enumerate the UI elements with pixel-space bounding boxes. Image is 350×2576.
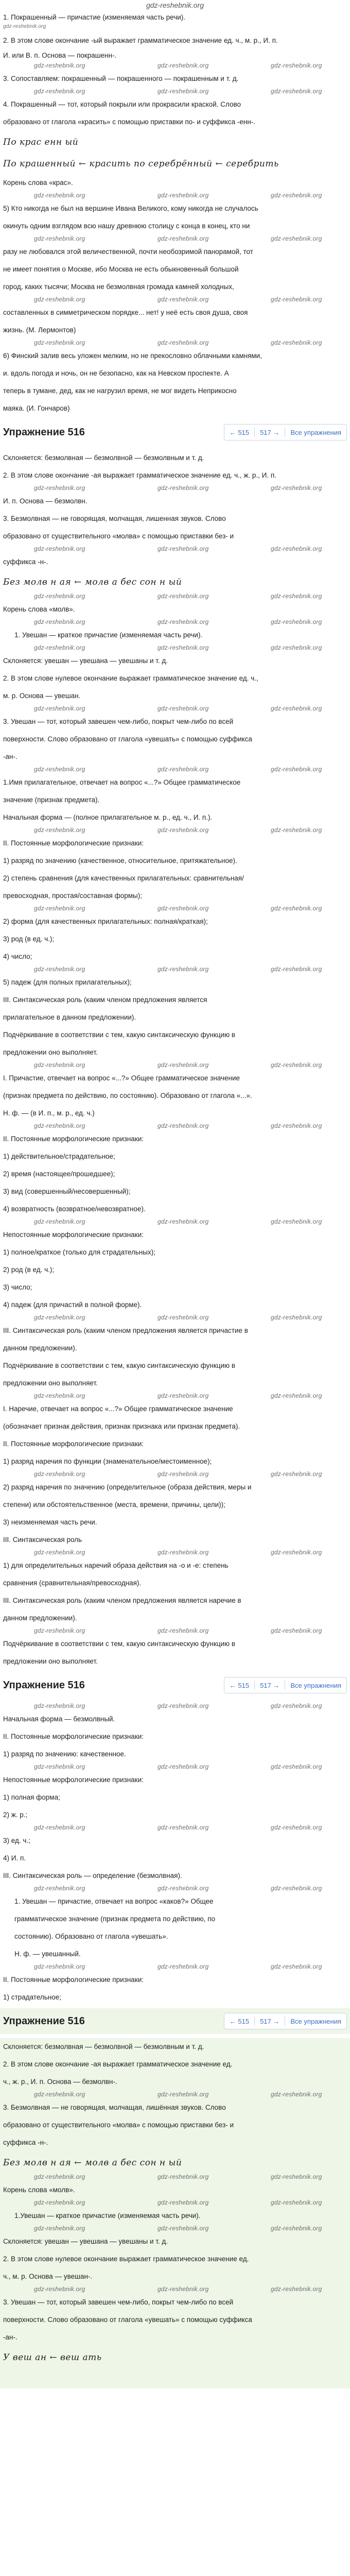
text-line: -ан-.: [3, 753, 18, 760]
text-line: (признак предмета по действию, по состоянию). Образовано от глагола «...».: [3, 1092, 252, 1099]
text-line: 5) падеж (для полных прилагательных);: [3, 978, 132, 986]
word-formation-formula: Без молв н ая ← молв а бес сон н ый: [3, 2158, 182, 2168]
text-line: превосходная, простая/составная формы);: [3, 892, 142, 900]
watermark: gdz-reshebnik.org: [34, 826, 85, 834]
watermark: gdz-reshebnik.org: [271, 905, 322, 912]
watermark: gdz-reshebnik.org: [34, 545, 85, 552]
watermark: gdz-reshebnik.org: [34, 62, 85, 69]
watermark: gdz-reshebnik.org: [34, 766, 85, 773]
watermark: gdz-reshebnik.org: [157, 339, 209, 346]
watermark: gdz-reshebnik.org: [271, 592, 322, 600]
divider: [254, 1681, 255, 1690]
next-exercise-link[interactable]: 517 →: [260, 428, 280, 436]
text-line: теперь в тумане, дед, как не нагрузил время, не мог видеть Неприкосно: [3, 387, 237, 395]
watermark: gdz-reshebnik.org: [3, 24, 46, 29]
watermark: gdz-reshebnik.org: [271, 1627, 322, 1634]
watermark: gdz-reshebnik.org: [34, 1470, 85, 1478]
watermark: gdz-reshebnik.org: [271, 296, 322, 303]
text-line: образовано от существительного «молва» с помощью приставки без- и: [3, 2121, 234, 2129]
text-line: Подчёркивание в соответствии с тем, какую синтаксическую функцию в: [3, 1362, 236, 1369]
watermark: gdz-reshebnik.org: [157, 192, 209, 199]
watermark: gdz-reshebnik.org: [271, 2173, 322, 2180]
text-line: суффикса -н-.: [3, 558, 48, 566]
watermark: gdz-reshebnik.org: [157, 235, 209, 242]
text-line: 2) разряд наречия по значению (определительное (образа действия, меры и: [3, 1483, 252, 1491]
text-line: 2. В этом слове нулевое окончание выражает грамматическое значение ед. ч.,: [3, 674, 258, 682]
text-line: 2. В этом слове окончание -ая выражает грамматическое значение ед. ч., ж. р., И. п.: [3, 471, 276, 479]
divider: [254, 428, 255, 437]
text-line: разу не любовался этой величественной, почти необозримой панорамой, тот: [3, 248, 253, 256]
watermark: gdz-reshebnik.org: [271, 62, 322, 69]
watermark: gdz-reshebnik.org: [157, 2199, 209, 2206]
text-line: 6) Финский залив весь уложен мелким, но не прекословно облачными камнями,: [3, 352, 262, 360]
text-line: 1. Покрашенный — причастие (изменяемая часть речи).: [3, 13, 186, 21]
watermark: gdz-reshebnik.org: [157, 826, 209, 834]
watermark: gdz-reshebnik.org: [271, 1061, 322, 1069]
exercise-title: Упражнение 516: [3, 426, 85, 438]
watermark: gdz-reshebnik.org: [34, 1122, 85, 1129]
watermark: gdz-reshebnik.org: [157, 1824, 209, 1831]
site-domain: gdz-reshebnik.org: [146, 1, 204, 9]
text-line: 2. В этом слове окончание -ый выражает грамматическое значение ед. ч., м. р., И. п.: [3, 37, 278, 44]
list-item: Н. ф. — увешанный.: [14, 1950, 81, 1958]
text-line: поверхности. Слово образовано от глагола «увешать» с помощью суффикса: [3, 735, 252, 743]
watermark: gdz-reshebnik.org: [157, 62, 209, 69]
text-line: м. р. Основа — увешан.: [3, 692, 81, 700]
text-line: Склоняется: безмолвная — безмолвной — безмолвным и т. д.: [3, 2043, 204, 2050]
watermark: gdz-reshebnik.org: [34, 88, 85, 95]
text-line: 3) неизменяемая часть речи.: [3, 1518, 97, 1526]
watermark: gdz-reshebnik.org: [34, 592, 85, 600]
watermark: gdz-reshebnik.org: [271, 1549, 322, 1556]
watermark: gdz-reshebnik.org: [157, 484, 209, 492]
text-line: Склоняется: безмолвная — безмолвной — безмолвным и т. д.: [3, 454, 204, 462]
watermark: gdz-reshebnik.org: [157, 1314, 209, 1321]
text-line: II. Постоянные морфологические признаки:: [3, 1440, 144, 1448]
exercise-nav: [224, 424, 347, 440]
text-line: 1) для определительных наречий образа действия на -о и -е: степень: [3, 1562, 229, 1569]
text-line: данном предложении).: [3, 1344, 77, 1352]
text-line: III. Синтаксическая роль (каким членом предложения является: [3, 996, 207, 1004]
text-line: 1.Имя прилагательное, отвечает на вопрос «...?» Общее грамматическое: [3, 778, 241, 786]
watermark: gdz-reshebnik.org: [34, 2199, 85, 2206]
text-line: 3) род (в ед. ч.);: [3, 935, 55, 943]
word-formation-formula: У веш ан ← веш ать: [3, 2352, 102, 2363]
watermark: gdz-reshebnik.org: [271, 2091, 322, 2098]
text-line: 2) форма (для качественных прилагательных: полная/краткая);: [3, 918, 208, 925]
divider: [254, 2016, 255, 2026]
exercise-header: [0, 1672, 350, 1698]
watermark: gdz-reshebnik.org: [34, 296, 85, 303]
list-item: грамматическое значение (признак предмета по действию, по: [14, 1915, 215, 1923]
prev-exercise-link[interactable]: ← 515: [229, 428, 250, 436]
word-formation-formula: По крас енн ый: [3, 137, 79, 147]
next-exercise-link[interactable]: 517 →: [260, 2017, 280, 2025]
all-exercises-link[interactable]: Все упражнения: [290, 1681, 341, 1689]
text-line: И. п. Основа — безмолвн.: [3, 497, 87, 505]
text-line: II. Постоянные морфологические признаки:: [3, 1135, 144, 1143]
exercise-nav: [224, 1677, 347, 1693]
watermark: gdz-reshebnik.org: [157, 2225, 209, 2232]
watermark: gdz-reshebnik.org: [157, 1470, 209, 1478]
watermark: gdz-reshebnik.org: [157, 1702, 209, 1709]
text-line: и. вдоль погода и ночь, он не безопасно, как на Невском проспекте. А: [3, 369, 229, 377]
text-line: II. Постоянные морфологические признаки:: [3, 1733, 144, 1740]
watermark: gdz-reshebnik.org: [34, 1824, 85, 1831]
text-line: I. Причастие, отвечает на вопрос «...?» Общее грамматическое значение: [3, 1074, 240, 1082]
text-line: I. Наречие, отвечает на вопрос «...?» Общее грамматическое значение: [3, 1405, 233, 1413]
text-line: 4) падеж (для причастий в полной форме).: [3, 1301, 142, 1309]
text-line: 1) полное/краткое (только для страдательных);: [3, 1248, 155, 1256]
watermark: gdz-reshebnik.org: [157, 1218, 209, 1225]
text-line: III. Синтаксическая роль (каким членом предложения является наречие в: [3, 1597, 241, 1604]
text-line: 4) возвратность (возвратное/невозвратное).: [3, 1205, 146, 1213]
watermark: gdz-reshebnik.org: [34, 1218, 85, 1225]
watermark: gdz-reshebnik.org: [157, 592, 209, 600]
text-line: 3) вид (совершенный/несовершенный);: [3, 1188, 131, 1195]
watermark: gdz-reshebnik.org: [34, 1763, 85, 1770]
watermark: gdz-reshebnik.org: [34, 618, 85, 625]
watermark: gdz-reshebnik.org: [271, 2225, 322, 2232]
watermark: gdz-reshebnik.org: [271, 826, 322, 834]
watermark: gdz-reshebnik.org: [271, 1963, 322, 1970]
watermark: gdz-reshebnik.org: [34, 644, 85, 651]
all-exercises-link[interactable]: Все упражнения: [290, 2017, 341, 2025]
watermark: gdz-reshebnik.org: [157, 905, 209, 912]
watermark: gdz-reshebnik.org: [34, 1549, 85, 1556]
watermark: gdz-reshebnik.org: [157, 1885, 209, 1892]
watermark: gdz-reshebnik.org: [34, 484, 85, 492]
text-line: 2. В этом слове нулевое окончание выражает грамматическое значение ед.: [3, 2255, 249, 2263]
text-line: Подчёркивание в соответствии с тем, какую синтаксическую функцию в: [3, 1031, 236, 1039]
text-line: Корень слова «крас».: [3, 179, 73, 187]
text-line: ч., м. р. Основа — увешан-.: [3, 2273, 93, 2280]
list-item: 1.Увешан — краткое причастие (изменяемая часть речи).: [14, 2212, 201, 2219]
watermark: gdz-reshebnik.org: [271, 2199, 322, 2206]
text-line: 4) И. п.: [3, 1854, 26, 1862]
part-2: [0, 449, 350, 644]
watermark: gdz-reshebnik.org: [34, 2285, 85, 2293]
text-line: маяка. (И. Гончаров): [3, 404, 70, 412]
text-line: Подчёркивание в соответствии с тем, какую синтаксическую функцию в: [3, 1640, 236, 1648]
exercise-title: Упражнение 516: [3, 1679, 85, 1691]
text-line: 1) страдательное;: [3, 1993, 62, 2001]
watermark: gdz-reshebnik.org: [157, 545, 209, 552]
text-line: 3. Увешан — тот, который завешен чем-либо, покрыт чем-либо по всей: [3, 2298, 234, 2306]
watermark: gdz-reshebnik.org: [157, 766, 209, 773]
text-line: значение (признак предмета).: [3, 796, 100, 804]
watermark: gdz-reshebnik.org: [34, 1885, 85, 1892]
text-line: 1) разряд наречия по функции (знаменательное/местоименное);: [3, 1458, 212, 1465]
watermark: gdz-reshebnik.org: [157, 1763, 209, 1770]
text-line: Склоняется: увешан — увешана — увешаны и т. д.: [3, 2238, 168, 2245]
watermark: gdz-reshebnik.org: [34, 905, 85, 912]
text-line: образовано от существительного «молва» с помощью приставки без- и: [3, 532, 234, 540]
text-line: 5) Кто никогда не был на вершине Ивана Великого, кому никогда не случалось: [3, 205, 258, 212]
exercise-header: [0, 2008, 350, 2034]
part-3: [0, 644, 350, 1670]
text-line: Склоняется: увешан — увешана — увешаны и т. д.: [3, 657, 168, 665]
watermark: gdz-reshebnik.org: [271, 88, 322, 95]
text-line: III. Синтаксическая роль: [3, 1536, 82, 1544]
text-line: данном предложении).: [3, 1614, 77, 1622]
next-exercise-link[interactable]: 517 →: [260, 1681, 280, 1689]
text-line: город, каких тысячи; Москва не безмолвная громада камней холодных,: [3, 283, 234, 291]
watermark: gdz-reshebnik.org: [271, 618, 322, 625]
text-line: Начальная форма — безмолвный.: [3, 1715, 115, 1723]
text-line: жизнь. (М. Лермонтов): [3, 326, 76, 334]
watermark: gdz-reshebnik.org: [34, 339, 85, 346]
prev-exercise-link[interactable]: ← 515: [229, 2017, 250, 2025]
part-4: [0, 1702, 350, 2006]
text-line: 4. Покрашенный — тот, который покрыли или прокрасили краской. Слово: [3, 100, 241, 108]
watermark: gdz-reshebnik.org: [157, 2091, 209, 2098]
watermark: gdz-reshebnik.org: [34, 235, 85, 242]
text-line: прилагательное в данном предложении).: [3, 1013, 136, 1021]
watermark: gdz-reshebnik.org: [157, 1549, 209, 1556]
watermark: gdz-reshebnik.org: [157, 965, 209, 973]
watermark: gdz-reshebnik.org: [271, 2285, 322, 2293]
text-line: 3) ед. ч.;: [3, 1837, 30, 1844]
watermark: gdz-reshebnik.org: [157, 1627, 209, 1634]
watermark: gdz-reshebnik.org: [271, 1122, 322, 1129]
text-line: II. Постоянные морфологические признаки:: [3, 1976, 144, 1984]
watermark: gdz-reshebnik.org: [34, 192, 85, 199]
text-line: III. Синтаксическая роль — определение (безмолвная).: [3, 1872, 182, 1879]
part-1: [0, 11, 350, 417]
text-line: Н. ф. — (в И. п., м. р., ед. ч.): [3, 1109, 95, 1117]
text-line: 2) ж. р.;: [3, 1811, 28, 1819]
text-line: 2) время (настоящее/прошедшее);: [3, 1170, 115, 1178]
watermark: gdz-reshebnik.org: [271, 705, 322, 712]
text-line: 3. Безмолвная — не говорящая, молчащая, лишенная звуков. Слово: [3, 515, 226, 522]
watermark: gdz-reshebnik.org: [157, 1122, 209, 1129]
text-line: поверхности. Слово образовано от глагола «увешать» с помощью суффикса: [3, 2316, 252, 2324]
watermark: gdz-reshebnik.org: [157, 2173, 209, 2180]
watermark: gdz-reshebnik.org: [34, 1702, 85, 1709]
watermark: gdz-reshebnik.org: [34, 2225, 85, 2232]
part-5: [0, 2038, 350, 2388]
text-line: (обозначает признак действия, признак признака или признак предмета).: [3, 1422, 240, 1430]
text-line: образовано от глагола «красить» с помощью приставки по- и суффикса -енн-.: [3, 118, 256, 126]
watermark: gdz-reshebnik.org: [34, 2091, 85, 2098]
watermark: gdz-reshebnik.org: [157, 1061, 209, 1069]
text-line: 2. В этом слове окончание -ая выражает грамматическое значение ед.: [3, 2060, 233, 2068]
text-line: 1) разряд по значению: качественное.: [3, 1750, 126, 1758]
text-line: 1) разряд по значению (качественное, относительное, притяжательное).: [3, 857, 237, 865]
text-line: И. или В. п. Основа — покрашенн-.: [3, 52, 117, 59]
exercise-header: [0, 419, 350, 445]
text-line: Корень слова «молв».: [3, 2186, 75, 2194]
watermark: gdz-reshebnik.org: [271, 1702, 322, 1709]
list-item: состоянию). Образовано от глагола «увешать».: [14, 1933, 168, 1940]
text-line: суффикса -н-.: [3, 2139, 48, 2146]
watermark: gdz-reshebnik.org: [271, 1885, 322, 1892]
watermark: gdz-reshebnik.org: [34, 2173, 85, 2180]
watermark: gdz-reshebnik.org: [157, 88, 209, 95]
watermark: gdz-reshebnik.org: [157, 296, 209, 303]
text-line: 3) число;: [3, 1283, 32, 1291]
watermark: gdz-reshebnik.org: [34, 1314, 85, 1321]
watermark: gdz-reshebnik.org: [271, 965, 322, 973]
text-line: степени) или обстоятельственное (места, времени, причины, цели));: [3, 1501, 225, 1509]
text-line: 2) род (в ед. ч.);: [3, 1266, 55, 1274]
watermark: gdz-reshebnik.org: [34, 1392, 85, 1399]
text-line: предложении оно выполняет.: [3, 1048, 98, 1056]
watermark: gdz-reshebnik.org: [271, 1314, 322, 1321]
text-line: Начальная форма — (полное прилагательное м. р., ед. ч., И. п.).: [3, 814, 213, 821]
text-line: 1) действительное/страдательное;: [3, 1153, 115, 1160]
text-line: 1) полная форма;: [3, 1793, 60, 1801]
watermark: gdz-reshebnik.org: [34, 705, 85, 712]
text-line: 2) степень сравнения (для качественных прилагательных: сравнительная/: [3, 874, 244, 882]
watermark: gdz-reshebnik.org: [34, 1061, 85, 1069]
list-item: 1. Увешан — краткое причастие (изменяемая часть речи).: [14, 631, 203, 639]
watermark: gdz-reshebnik.org: [271, 766, 322, 773]
watermark: gdz-reshebnik.org: [271, 1824, 322, 1831]
word-formation-formula: Без молв н ая ← молв а бес сон н ый: [3, 577, 182, 587]
watermark: gdz-reshebnik.org: [271, 1470, 322, 1478]
watermark: gdz-reshebnik.org: [271, 644, 322, 651]
watermark: gdz-reshebnik.org: [34, 1963, 85, 1970]
text-line: составленных в симметрическом порядке... нет! у неё есть своя душа, своя: [3, 309, 248, 316]
text-line: 4) число;: [3, 953, 32, 960]
watermark: gdz-reshebnik.org: [157, 2285, 209, 2293]
prev-exercise-link[interactable]: ← 515: [229, 1681, 250, 1689]
text-line: Непостоянные морфологические признаки:: [3, 1231, 144, 1239]
text-line: окинуть одним взглядом всю нашу древнюю столицу с конца в конец, кто ни: [3, 222, 250, 230]
watermark: gdz-reshebnik.org: [271, 235, 322, 242]
watermark: gdz-reshebnik.org: [271, 545, 322, 552]
watermark: gdz-reshebnik.org: [271, 1763, 322, 1770]
text-line: III. Синтаксическая роль (каким членом предложения является причастие в: [3, 1327, 248, 1334]
watermark: gdz-reshebnik.org: [271, 484, 322, 492]
watermark: gdz-reshebnik.org: [271, 1218, 322, 1225]
watermark: gdz-reshebnik.org: [157, 618, 209, 625]
watermark: gdz-reshebnik.org: [271, 1392, 322, 1399]
watermark: gdz-reshebnik.org: [34, 1627, 85, 1634]
text-line: предложении оно выполняет.: [3, 1657, 98, 1665]
watermark: gdz-reshebnik.org: [157, 644, 209, 651]
text-line: 3. Увешан — тот, который завешен чем-либо, покрыт чем-либо по всей: [3, 718, 234, 725]
exercise-title: Упражнение 516: [3, 2015, 85, 2027]
text-line: II. Постоянные морфологические признаки:: [3, 839, 144, 847]
watermark: gdz-reshebnik.org: [157, 705, 209, 712]
watermark: gdz-reshebnik.org: [34, 965, 85, 973]
watermark: gdz-reshebnik.org: [157, 1392, 209, 1399]
list-item: 1. Увешан — причастие, отвечает на вопрос «каков?» Общее: [14, 1897, 214, 1905]
text-line: предложении оно выполняет.: [3, 1379, 98, 1387]
exercise-nav: [224, 2013, 347, 2029]
text-line: Непостоянные морфологические признаки:: [3, 1776, 144, 1784]
watermark: gdz-reshebnik.org: [157, 1963, 209, 1970]
text-line: 3. Безмолвная — не говорящая, молчащая, лишённая звуков. Слово: [3, 2104, 226, 2111]
all-exercises-link[interactable]: Все упражнения: [290, 428, 341, 436]
text-line: сравнения (сравнительная/превосходная).: [3, 1579, 142, 1587]
text-line: не имеет понятия о Москве, ибо Москва не есть обыкновенный большой: [3, 265, 239, 273]
text-line: Корень слова «молв».: [3, 605, 75, 613]
text-line: 3. Сопоставляем: покрашенный — покрашенного — покрашенным и т. д.: [3, 75, 239, 82]
watermark: gdz-reshebnik.org: [271, 339, 322, 346]
watermark: gdz-reshebnik.org: [271, 192, 322, 199]
word-formation-formula: По крашенный ← красить по серебрённый ← серебрить: [3, 159, 279, 169]
text-line: -ан-.: [3, 2333, 18, 2341]
text-line: ч., ж. р., И. п. Основа — безмолвн-.: [3, 2078, 117, 2086]
